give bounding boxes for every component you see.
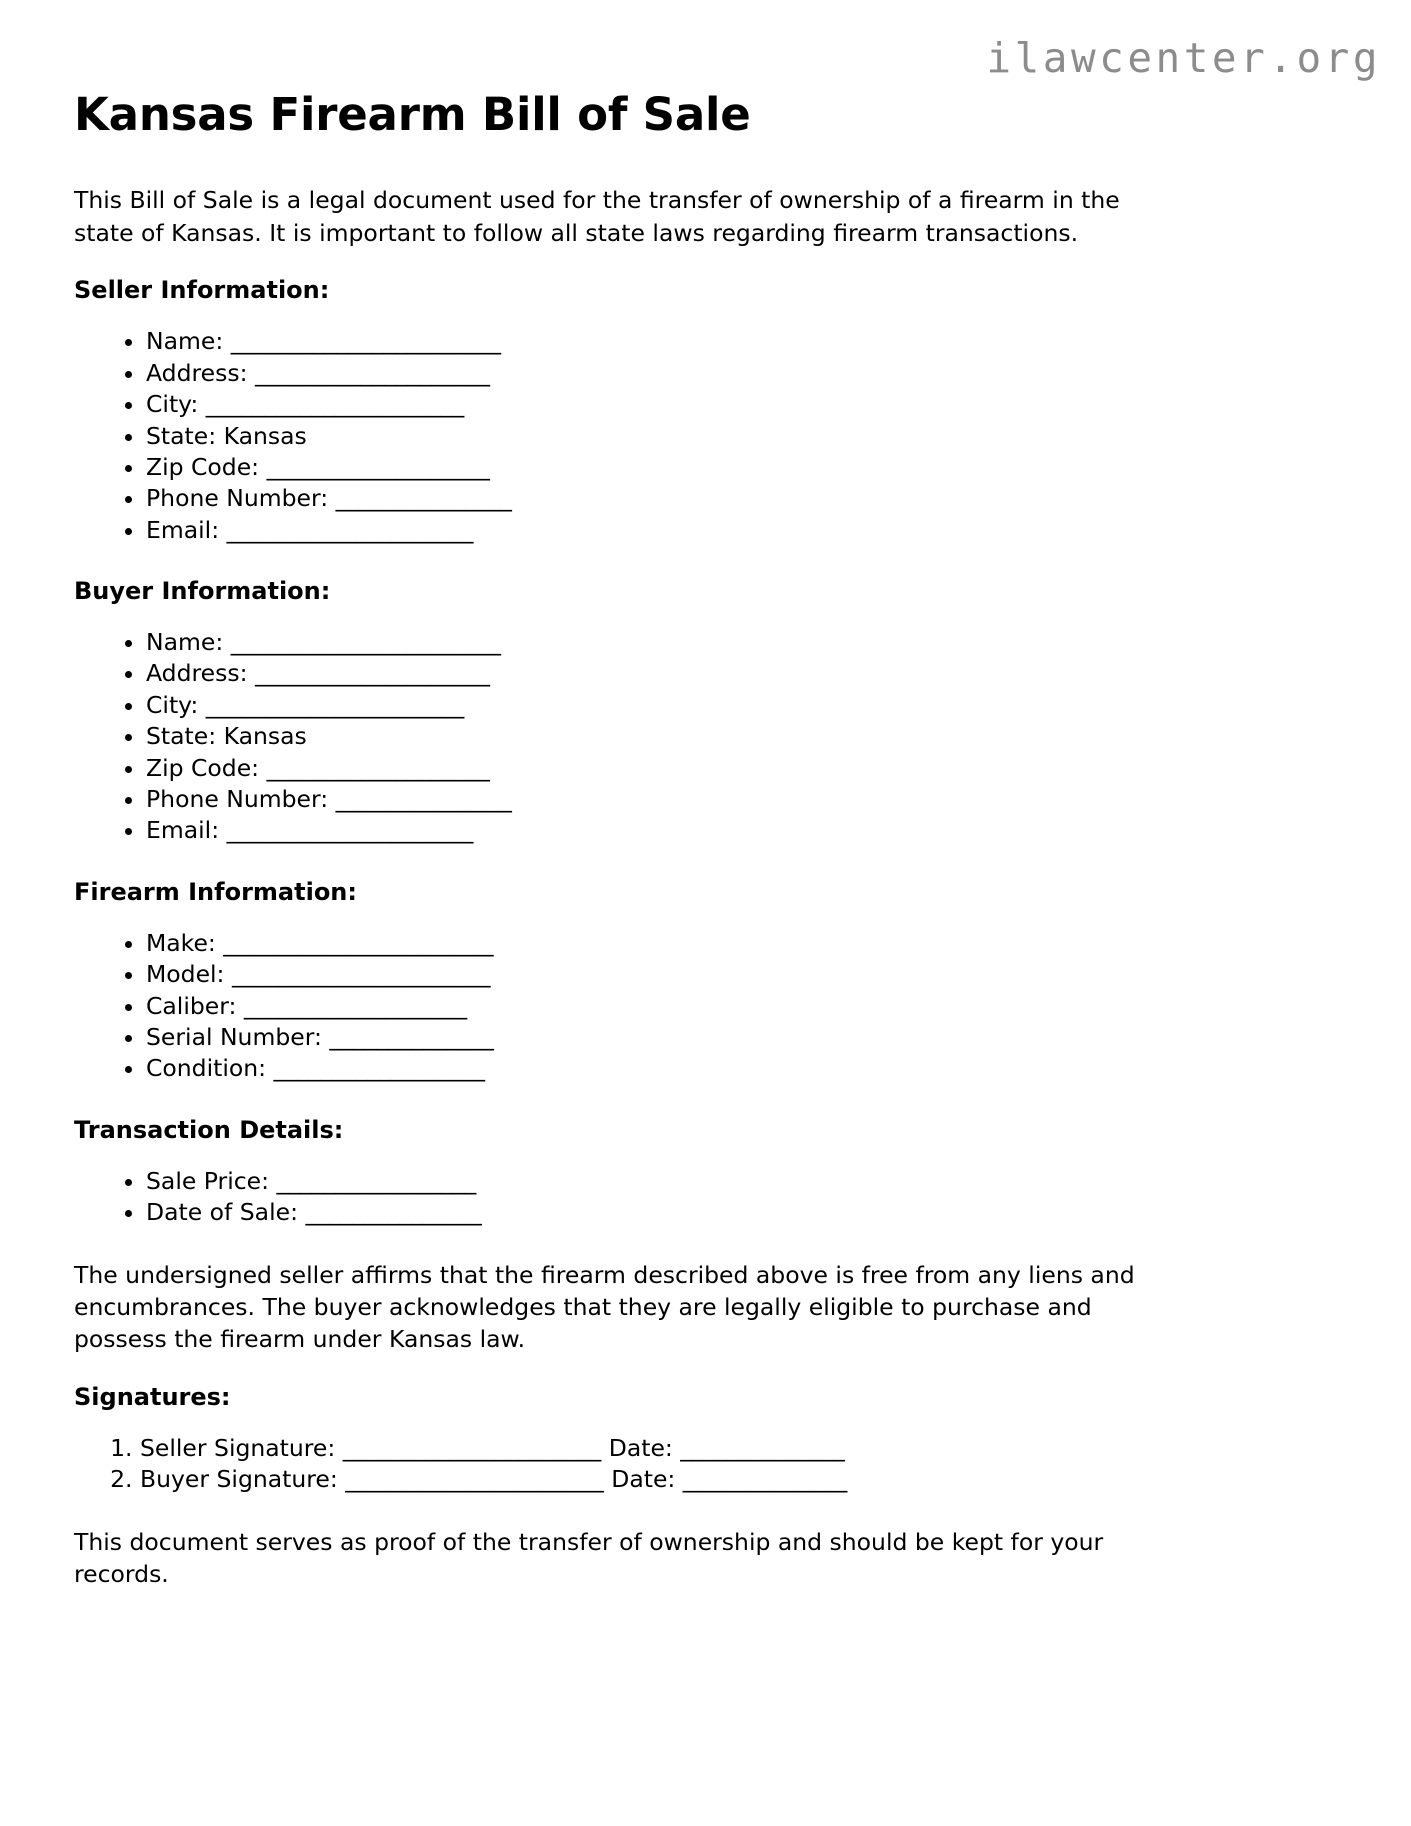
section-heading-firearm: Firearm Information: [74, 877, 357, 906]
section-heading-buyer: Buyer Information: [74, 576, 331, 605]
intro-paragraph: This Bill of Sale is a legal document used for the transfer of ownership of a firearm in the state of Kansas. It is important to follow all state laws regarding firearm transactions. [74, 186, 1120, 247]
list-item: • Condition: __________________ [146, 1053, 1324, 1084]
list-item: • Email: _____________________ [146, 515, 1324, 546]
section-heading-signatures: Signatures: [74, 1382, 231, 1411]
list-item: • Date of Sale: _______________ [146, 1197, 1324, 1228]
list-item: • Sale Price: _________________ [146, 1166, 1324, 1197]
list-item: • Make: _______________________ [146, 928, 1324, 959]
list-item: • City: ______________________ [146, 690, 1324, 721]
list-item: • Serial Number: ______________ [146, 1022, 1324, 1053]
document-body [74, 90, 1324, 1617]
page-title: Kansas Firearm Bill of Sale [74, 88, 751, 141]
section-heading-seller: Seller Information: [74, 276, 330, 305]
list-item: • Address: ____________________ [146, 358, 1324, 389]
list-item: • Phone Number: _______________ [146, 784, 1324, 815]
firearm-field-list [74, 928, 1324, 1085]
list-item: • Phone Number: _______________ [146, 483, 1324, 514]
section-heading-transaction: Transaction Details: [74, 1115, 344, 1144]
closing-paragraph: This document serves as proof of the transfer of ownership and should be kept for your records. [74, 1527, 1104, 1589]
seller-field-list [74, 326, 1324, 546]
buyer-field-list [74, 627, 1324, 847]
list-item: • City: ______________________ [146, 389, 1324, 420]
site-watermark: ilawcenter.org [986, 34, 1381, 82]
list-item: 2. Buyer Signature: ______________________ Date: ______________ [140, 1464, 1324, 1495]
list-item: • Name: _______________________ [146, 627, 1324, 658]
list-item: • State: Kansas [146, 721, 1324, 752]
affirmation-paragraph: The undersigned seller affirms that the firearm described above is free from any liens and encumbrances. The buyer acknowledges that they are legally eligible to purchase and possess the firearm under Kansas law. [74, 1260, 1135, 1354]
signature-list [74, 1433, 1324, 1496]
list-item: • Model: ______________________ [146, 959, 1324, 990]
list-item: • State: Kansas [146, 421, 1324, 452]
list-item: • Zip Code: ___________________ [146, 452, 1324, 483]
list-item: 1. Seller Signature: ______________________ Date: ______________ [140, 1433, 1324, 1464]
list-item: • Name: _______________________ [146, 326, 1324, 357]
list-item: • Address: ____________________ [146, 658, 1324, 689]
list-item: • Email: _____________________ [146, 815, 1324, 846]
transaction-field-list [74, 1166, 1324, 1229]
list-item: • Zip Code: ___________________ [146, 753, 1324, 784]
list-item: • Caliber: ___________________ [146, 991, 1324, 1022]
